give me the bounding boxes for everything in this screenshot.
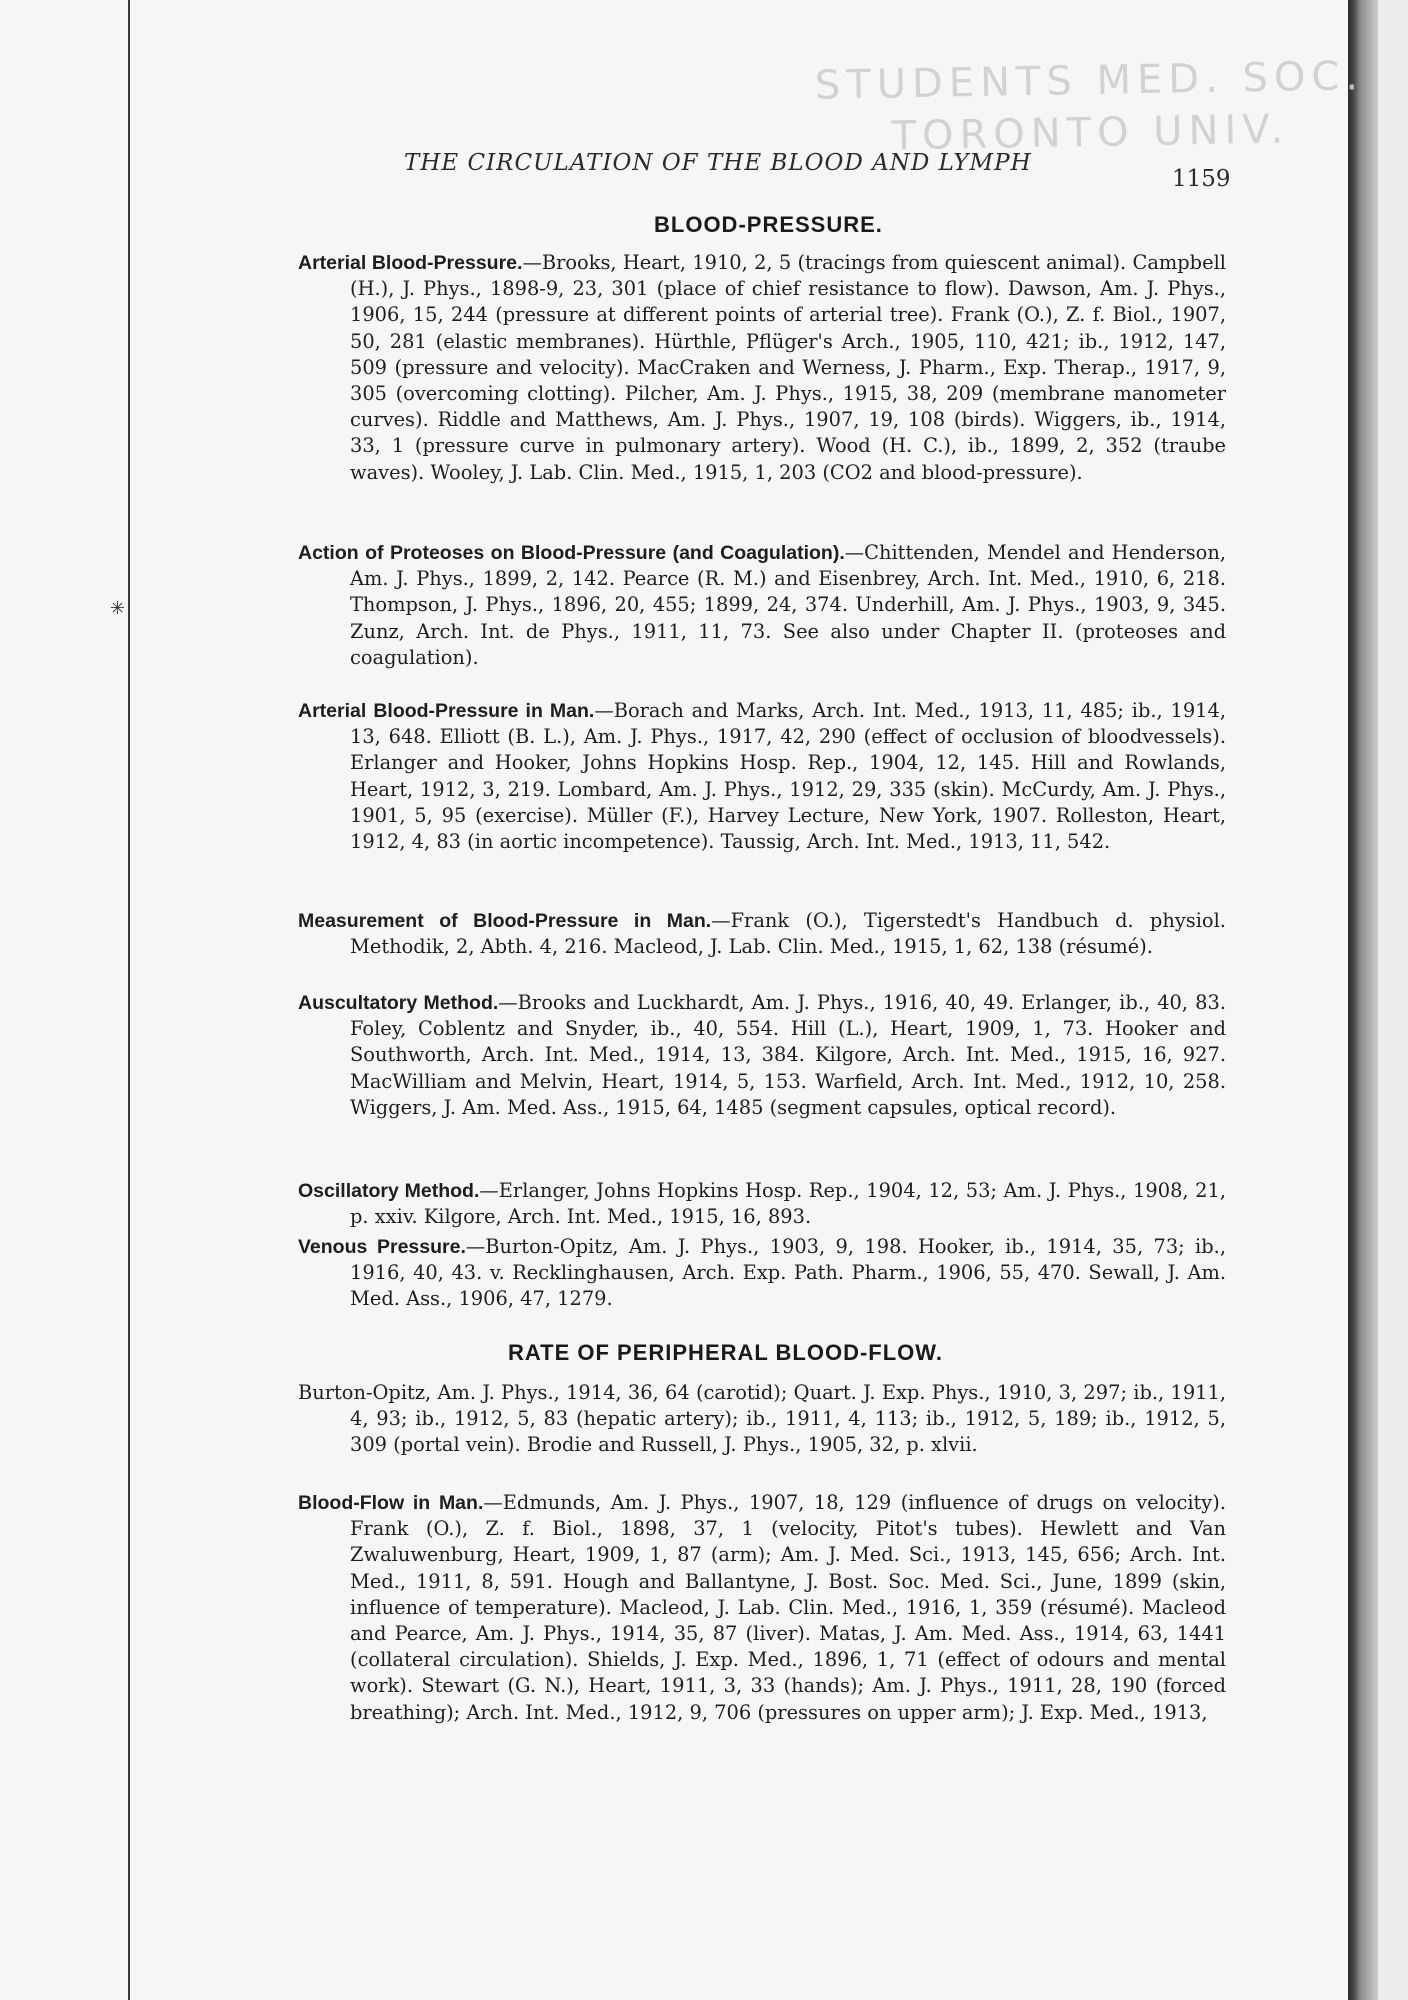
entry-heading: Oscillatory Method.: [298, 1180, 480, 1202]
section-title-peripheral-blood-flow: RATE OF PERIPHERAL BLOOD-FLOW.: [508, 1340, 943, 1365]
section-title-blood-pressure: BLOOD-PRESSURE.: [654, 212, 883, 237]
entry-oscillatory-method: [298, 1178, 1226, 1230]
binding-spine: [128, 0, 130, 2000]
stamp-line-1: STUDENTS MED. SOC.: [814, 53, 1365, 109]
page-number: 1159: [1172, 166, 1231, 192]
entry-burton-opitz: [298, 1380, 1226, 1459]
stamp-line-2: TORONTO UNIV.: [891, 106, 1290, 160]
entry-text: —Brooks, Heart, 1910, 2, 5 (tracings from quiescent animal). Campbell (H.), J. Phys., 1898-9, 23, 301 (place of chief resistance to flow). Dawson, Am. J. Phys., 1906, 15, 244 (pressure at different points of arterial tree). Frank (O.), Z. f. Biol., 1907, 50, 281 (elastic membranes). Hürthle, Pflüger's Arch., 1905, 110, 421; ib., 1912, 147, 509 (pressure and velocity). MacCraken and Werness, J. Pharm., Exp. Therap., 1917, 9, 305 (overcoming clotting). Pilcher, Am. J. Phys., 1915, 38, 209 (membrane manometer curves). Riddle and Matthews, Am. J. Phys., 1907, 19, 108 (birds). Wiggers, ib., 1914, 33, 1 (pressure curve in pulmonary artery). Wood (H. C.), ib., 1899, 2, 352 (traube waves). Wooley, J. Lab. Clin. Med., 1915, 1, 203 (CO2 and blood-pressure).: [350, 251, 1226, 484]
entry-heading: Arterial Blood-Pressure.: [298, 252, 523, 274]
entry-heading: Arterial Blood-Pressure in Man.: [298, 700, 595, 722]
entry-text: —Borach and Marks, Arch. Int. Med., 1913, 11, 485; ib., 1914, 13, 648. Elliott (B. L.), Am. J. Phys., 1917, 42, 290 (effect of occlusion of bloodvessels). Erlanger and Hooker, Johns Hopkins Hosp. Rep., 1904, 12, 145. Hill and Rowlands, Heart, 1912, 3, 219. Lombard, Am. J. Phys., 1912, 29, 335 (skin). McCurdy, Am. J. Phys., 1901, 5, 95 (exercise). Müller (F.), Harvey Lecture, New York, 1907. Rolleston, Heart, 1912, 4, 83 (in aortic incompetence). Taussig, Arch. Int. Med., 1913, 11, 542.: [350, 699, 1226, 854]
entry-action-of-proteoses: [298, 540, 1226, 671]
entry-heading: Auscultatory Method.: [298, 992, 499, 1014]
entry-heading: Blood-Flow in Man.: [298, 1492, 484, 1514]
running-head: THE CIRCULATION OF THE BLOOD AND LYMPH: [404, 150, 1032, 176]
page-edge-shadow: [1348, 0, 1378, 2000]
entry-auscultatory-method: [298, 990, 1226, 1121]
entry-heading: Measurement of Blood-Pressure in Man.: [298, 910, 712, 932]
entry-text: —Burton-Opitz, Am. J. Phys., 1903, 9, 198. Hooker, ib., 1914, 35, 73; ib., 1916, 40, 43. v. Recklinghausen, Arch. Exp. Path. Pharm., 1906, 55, 470. Sewall, J. Am. Med. Ass., 1906, 47, 1279.: [350, 1235, 1227, 1311]
entry-text: —Erlanger, Johns Hopkins Hosp. Rep., 1904, 12, 53; Am. J. Phys., 1908, 21, p. xxiv. Kilgore, Arch. Int. Med., 1915, 16, 893.: [350, 1179, 1226, 1229]
entry-measurement-of-blood-pressure: [298, 908, 1226, 960]
entry-text: Burton-Opitz, Am. J. Phys., 1914, 36, 64 (carotid); Quart. J. Exp. Phys., 1910, 3, 297; ib., 1911, 4, 93; ib., 1912, 5, 83 (hepatic artery); ib., 1911, 4, 113; ib., 1912, 5, 189; ib., 1912, 5, 309 (portal vein). Brodie and Russell, J. Phys., 1905, 32, p. xlvii.: [298, 1381, 1226, 1457]
entry-heading: Action of Proteoses on Blood-Pressure (and Coagulation).: [298, 542, 845, 564]
entry-text: —Frank (O.), Tigerstedt's Handbuch d. physiol. Methodik, 2, Abth. 4, 216. Macleod, J. Lab. Clin. Med., 1915, 1, 62, 138 (résumé).: [350, 909, 1226, 959]
entry-heading: Venous Pressure.: [298, 1236, 466, 1258]
entry-text: —Brooks and Luckhardt, Am. J. Phys., 1916, 40, 49. Erlanger, ib., 40, 83. Foley, Coblentz and Snyder, ib., 40, 554. Hill (L.), Heart, 1909, 1, 73. Hooker and Southworth, Arch. Int. Med., 1914, 13, 384. Kilgore, Arch. Int. Med., 1915, 16, 927. MacWilliam and Melvin, Heart, 1914, 5, 153. Warfield, Arch. Int. Med., 1912, 10, 258. Wiggers, J. Am. Med. Ass., 1915, 64, 1485 (segment capsules, optical record).: [350, 991, 1226, 1119]
entry-blood-flow-in-man: [298, 1490, 1226, 1726]
pencil-mark: ✳: [110, 598, 126, 619]
entry-arterial-blood-pressure-in-man: [298, 698, 1226, 855]
entry-arterial-blood-pressure: [298, 250, 1226, 486]
entry-venous-pressure: [298, 1234, 1226, 1313]
entry-text: —Chittenden, Mendel and Henderson, Am. J. Phys., 1899, 2, 142. Pearce (R. M.) and Eisenbrey, Arch. Int. Med., 1910, 6, 218. Thompson, J. Phys., 1896, 20, 455; 1899, 24, 374. Underhill, Am. J. Phys., 1903, 9, 345. Zunz, Arch. Int. de Phys., 1911, 11, 73. See also under Chapter II. (proteoses and coagulation).: [350, 541, 1226, 669]
entry-text: —Edmunds, Am. J. Phys., 1907, 18, 129 (influence of drugs on velocity). Frank (O.), Z. f. Biol., 1898, 37, 1 (velocity, Pitot's tubes). Hewlett and Van Zwaluwenburg, Heart, 1909, 1, 87 (arm); Am. J. Med. Sci., 1913, 145, 656; Arch. Int. Med., 1911, 8, 591. Hough and Ballantyne, J. Bost. Soc. Med. Sci., June, 1899 (skin, influence of temperature). Macleod, J. Lab. Clin. Med., 1916, 1, 359 (résumé). Macleod and Pearce, Am. J. Phys., 1914, 35, 87 (liver). Matas, J. Am. Med. Ass., 1914, 63, 1441 (collateral circulation). Shields, J. Exp. Med., 1896, 1, 71 (effect of odours and mental work). Stewart (G. N.), Heart, 1911, 3, 33 (hands); Am. J. Phys., 1911, 28, 190 (forced breathing); Arch. Int. Med., 1912, 9, 706 (pressures on upper arm); J. Exp. Med., 1913,: [350, 1491, 1226, 1724]
